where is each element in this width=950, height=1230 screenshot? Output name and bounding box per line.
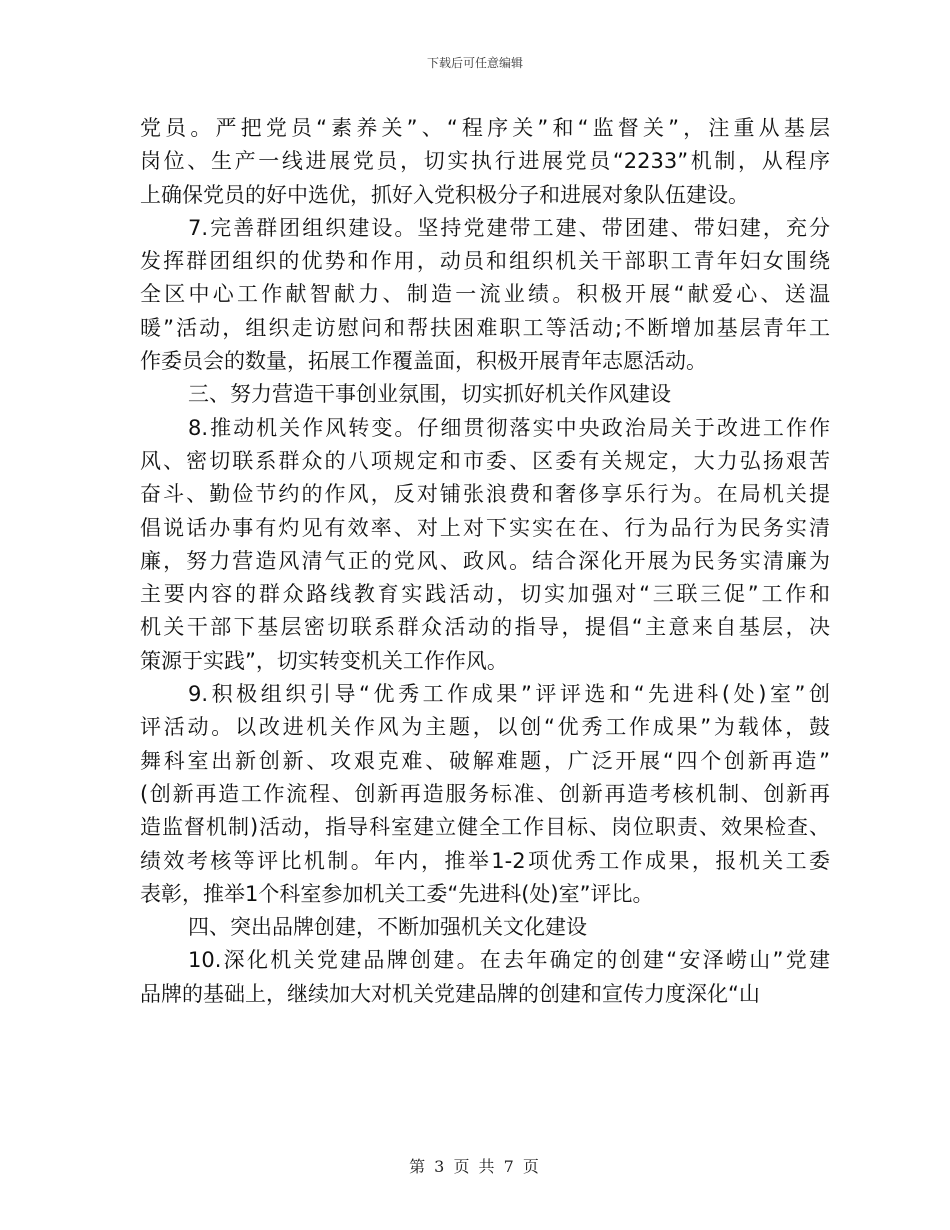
section-heading: 四、突出品牌创建，不断加强机关文化建设	[188, 915, 587, 940]
paragraph-line: 暖”活动，组织走访慰问和帮扶困难职工等活动;不断增加基层青年工	[140, 315, 830, 340]
paragraph-line: 10.深化机关党建品牌创建。在去年确定的创建“安泽崂山”党建	[188, 948, 830, 973]
page-header-note: 下载后可任意编辑	[426, 56, 523, 70]
paragraph-line: 风、密切联系群众的八项规定和市委、区委有关规定，大力弘扬艰苦	[140, 448, 830, 473]
paragraph-line: 发挥群团组织的优势和作用，动员和组织机关干部职工青年妇女围绕	[140, 249, 830, 274]
paragraph-line: 倡说话办事有灼见有效率、对上对下实实在在、行为品行为民务实清	[140, 515, 830, 540]
paragraph-line: 上确保党员的好中选优，抓好入党积极分子和进展对象队伍建设。	[140, 182, 749, 207]
paragraph-line: 7.完善群团组织建设。坚持党建带工建、带团建、带妇建，充分	[188, 215, 830, 240]
paragraph-line: 表彰，推举1个科室参加机关工委“先进科(处)室”评比。	[140, 881, 654, 906]
paragraph-line: 廉，努力营造风清气正的党风、政风。结合深化开展为民务实清廉为	[140, 548, 830, 573]
paragraph-line: (创新再造工作流程、创新再造服务标准、创新再造考核机制、创新再	[140, 781, 830, 806]
paragraph-line: 策源于实践”，切实转变机关工作作风。	[140, 648, 508, 673]
paragraph-line: 岗位、生产一线进展党员，切实执行进展党员“2233”机制，从程序	[140, 149, 830, 174]
paragraph-line: 8.推动机关作风转变。仔细贯彻落实中央政治局关于改进工作作	[188, 415, 830, 440]
paragraph-line: 奋斗、勤俭节约的作风，反对铺张浪费和奢侈享乐行为。在局机关提	[140, 482, 830, 507]
paragraph-line: 评活动。以改进机关作风为主题，以创“优秀工作成果”为载体，鼓	[140, 715, 830, 740]
paragraph-line: 品牌的基础上，继续加大对机关党建品牌的创建和宣传力度深化“山	[140, 981, 760, 1006]
document-body	[140, 112, 830, 1011]
section-heading: 三、努力营造干事创业氛围，切实抓好机关作风建设	[188, 382, 671, 407]
paragraph-line: 作委员会的数量，拓展工作覆盖面，积极开展青年志愿活动。	[140, 349, 707, 374]
paragraph-line: 绩效考核等评比机制。年内，推举1-2项优秀工作成果，报机关工委	[140, 848, 830, 873]
paragraph-line: 舞科室出新创新、攻艰克难、破解难题，广泛开展“四个创新再造”	[140, 748, 830, 773]
paragraph-line: 机关干部下基层密切联系群众活动的指导，提倡“主意来自基层，决	[140, 615, 830, 640]
paragraph-line: 造监督机制)活动，指导科室建立健全工作目标、岗位职责、效果检查、	[140, 815, 830, 840]
paragraph-line: 党员。严把党员“素养关”、“程序关”和“监督关”，注重从基层	[140, 116, 830, 140]
paragraph-line: 主要内容的群众路线教育实践活动，切实加强对“三联三促”工作和	[140, 582, 830, 607]
page-number: 第 3 页 共 7 页	[409, 1157, 541, 1176]
paragraph-line: 全区中心工作献智献力、制造一流业绩。积极开展“献爱心、送温	[140, 282, 830, 307]
paragraph-line: 9.积极组织引导“优秀工作成果”评评选和“先进科(处)室”创	[188, 682, 830, 707]
